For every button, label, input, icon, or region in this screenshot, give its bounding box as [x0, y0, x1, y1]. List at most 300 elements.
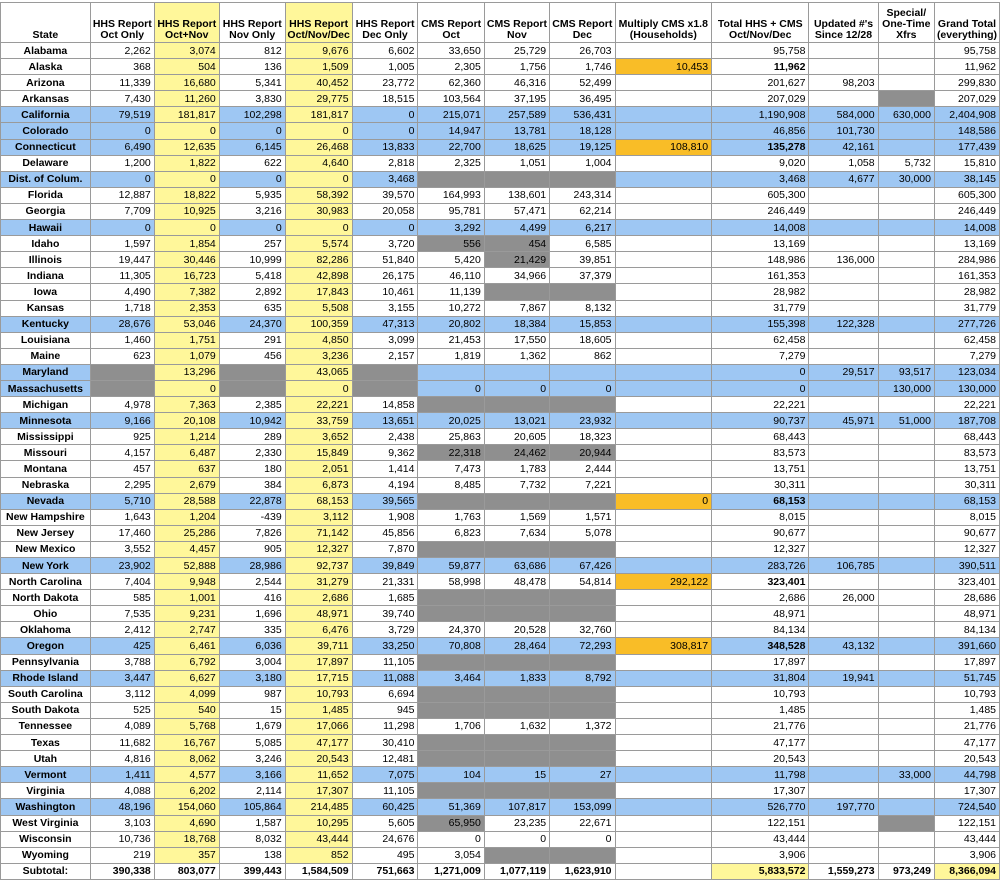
data-cell[interactable] — [418, 590, 484, 606]
data-cell[interactable] — [878, 268, 934, 284]
data-cell[interactable]: 526,770 — [712, 799, 809, 815]
data-cell[interactable]: 39,565 — [352, 493, 418, 509]
data-cell[interactable]: 43,444 — [712, 831, 809, 847]
data-cell[interactable] — [878, 252, 934, 268]
data-cell[interactable]: 1,079 — [154, 348, 219, 364]
state-cell[interactable]: Hawaii — [1, 220, 91, 236]
data-cell[interactable]: 291 — [219, 332, 285, 348]
data-cell[interactable]: 2,157 — [352, 348, 418, 364]
data-cell[interactable]: 84,134 — [712, 622, 809, 638]
data-cell[interactable]: 19,941 — [809, 670, 878, 686]
data-cell[interactable] — [418, 171, 484, 187]
data-cell[interactable] — [809, 220, 878, 236]
data-cell[interactable]: 20,543 — [285, 751, 352, 767]
data-cell[interactable]: 8,132 — [550, 300, 615, 316]
state-cell[interactable]: Oklahoma — [1, 622, 91, 638]
data-cell[interactable] — [809, 831, 878, 847]
data-cell[interactable]: 3,054 — [418, 847, 484, 863]
data-cell[interactable]: 18,822 — [154, 187, 219, 203]
data-cell[interactable]: 1,679 — [219, 718, 285, 734]
data-cell[interactable]: 7,473 — [418, 461, 484, 477]
data-cell[interactable]: 21,776 — [934, 718, 999, 734]
data-cell[interactable]: 637 — [154, 461, 219, 477]
data-cell[interactable]: 28,676 — [90, 316, 154, 332]
data-cell[interactable] — [809, 541, 878, 557]
data-cell[interactable] — [809, 461, 878, 477]
data-cell[interactable]: 3,112 — [90, 686, 154, 702]
subtotal-cell[interactable]: 1,623,910 — [550, 863, 615, 879]
state-cell[interactable]: Louisiana — [1, 332, 91, 348]
data-cell[interactable] — [878, 236, 934, 252]
data-cell[interactable]: 48,971 — [285, 606, 352, 622]
data-cell[interactable]: 52,888 — [154, 558, 219, 574]
data-cell[interactable] — [615, 783, 712, 799]
data-cell[interactable]: 177,439 — [934, 139, 999, 155]
data-cell[interactable] — [615, 187, 712, 203]
header-cell[interactable]: Multiply CMS x1.8 (Households) — [615, 3, 712, 43]
data-cell[interactable]: 4,457 — [154, 541, 219, 557]
data-cell[interactable]: 20,802 — [418, 316, 484, 332]
data-cell[interactable]: 0 — [615, 493, 712, 509]
data-cell[interactable]: 584,000 — [809, 107, 878, 123]
data-cell[interactable]: 2,438 — [352, 429, 418, 445]
data-cell[interactable]: 8,062 — [154, 751, 219, 767]
data-cell[interactable]: 0 — [90, 171, 154, 187]
data-cell[interactable]: 0 — [90, 123, 154, 139]
data-cell[interactable]: 0 — [219, 220, 285, 236]
data-cell[interactable]: 2,412 — [90, 622, 154, 638]
data-cell[interactable]: 20,944 — [550, 445, 615, 461]
data-cell[interactable] — [809, 203, 878, 219]
data-cell[interactable] — [878, 783, 934, 799]
data-cell[interactable]: 3,180 — [219, 670, 285, 686]
data-cell[interactable]: 22,221 — [934, 397, 999, 413]
data-cell[interactable] — [878, 590, 934, 606]
data-cell[interactable]: 95,758 — [934, 43, 999, 59]
data-cell[interactable]: 11,682 — [90, 735, 154, 751]
data-cell[interactable]: 72,293 — [550, 638, 615, 654]
data-cell[interactable]: 862 — [550, 348, 615, 364]
data-cell[interactable] — [418, 751, 484, 767]
data-cell[interactable] — [809, 686, 878, 702]
data-cell[interactable] — [615, 847, 712, 863]
data-cell[interactable]: 2,747 — [154, 622, 219, 638]
data-cell[interactable]: 180 — [219, 461, 285, 477]
data-cell[interactable]: 0 — [352, 123, 418, 139]
data-cell[interactable]: 10,461 — [352, 284, 418, 300]
data-cell[interactable]: 289 — [219, 429, 285, 445]
data-cell[interactable]: 25,729 — [484, 43, 549, 59]
data-cell[interactable]: 283,726 — [712, 558, 809, 574]
subtotal-cell[interactable]: 1,271,009 — [418, 863, 484, 879]
data-cell[interactable]: 10,925 — [154, 203, 219, 219]
data-cell[interactable] — [418, 686, 484, 702]
data-cell[interactable] — [550, 735, 615, 751]
data-cell[interactable]: 13,751 — [712, 461, 809, 477]
data-cell[interactable] — [418, 654, 484, 670]
data-cell[interactable] — [878, 397, 934, 413]
data-cell[interactable] — [484, 606, 549, 622]
data-cell[interactable] — [809, 43, 878, 59]
data-cell[interactable]: 22,671 — [550, 815, 615, 831]
data-cell[interactable]: 23,772 — [352, 75, 418, 91]
data-cell[interactable]: 219 — [90, 847, 154, 863]
data-cell[interactable]: 13,021 — [484, 413, 549, 429]
data-cell[interactable]: 37,379 — [550, 268, 615, 284]
data-cell[interactable] — [878, 686, 934, 702]
data-cell[interactable]: 83,573 — [712, 445, 809, 461]
header-cell[interactable]: Total HHS + CMS Oct/Nov/Dec — [712, 3, 809, 43]
state-cell[interactable]: Kansas — [1, 300, 91, 316]
data-cell[interactable]: 7,221 — [550, 477, 615, 493]
state-cell[interactable]: Virginia — [1, 783, 91, 799]
data-cell[interactable]: 51,369 — [418, 799, 484, 815]
data-cell[interactable] — [484, 783, 549, 799]
data-cell[interactable]: 384 — [219, 477, 285, 493]
data-cell[interactable]: 10,295 — [285, 815, 352, 831]
data-cell[interactable]: 1,005 — [352, 59, 418, 75]
data-cell[interactable]: 46,110 — [418, 268, 484, 284]
data-cell[interactable]: 24,462 — [484, 445, 549, 461]
data-cell[interactable]: 1,632 — [484, 718, 549, 734]
data-cell[interactable] — [615, 397, 712, 413]
data-cell[interactable]: 1,746 — [550, 59, 615, 75]
data-cell[interactable] — [219, 380, 285, 396]
data-cell[interactable]: 18,515 — [352, 91, 418, 107]
data-cell[interactable] — [878, 429, 934, 445]
data-cell[interactable]: 20,025 — [418, 413, 484, 429]
data-cell[interactable]: 11,088 — [352, 670, 418, 686]
data-cell[interactable]: 724,540 — [934, 799, 999, 815]
data-cell[interactable]: 7,382 — [154, 284, 219, 300]
data-cell[interactable]: 6,694 — [352, 686, 418, 702]
data-cell[interactable]: 5,085 — [219, 735, 285, 751]
data-cell[interactable]: 20,058 — [352, 203, 418, 219]
data-cell[interactable] — [615, 541, 712, 557]
data-cell[interactable]: 1,485 — [934, 702, 999, 718]
data-cell[interactable]: 57,471 — [484, 203, 549, 219]
data-cell[interactable]: 4,157 — [90, 445, 154, 461]
data-cell[interactable] — [615, 815, 712, 831]
data-cell[interactable]: 0 — [352, 107, 418, 123]
data-cell[interactable]: 48,196 — [90, 799, 154, 815]
data-cell[interactable]: 26,703 — [550, 43, 615, 59]
data-cell[interactable] — [484, 735, 549, 751]
data-cell[interactable]: 0 — [285, 220, 352, 236]
data-cell[interactable]: 130,000 — [878, 380, 934, 396]
state-cell[interactable]: California — [1, 107, 91, 123]
data-cell[interactable]: 28,686 — [934, 590, 999, 606]
data-cell[interactable] — [418, 541, 484, 557]
data-cell[interactable] — [615, 123, 712, 139]
header-cell[interactable]: HHS Report Oct Only — [90, 3, 154, 43]
data-cell[interactable]: 23,932 — [550, 413, 615, 429]
data-cell[interactable]: 454 — [484, 236, 549, 252]
data-cell[interactable]: 39,711 — [285, 638, 352, 654]
data-cell[interactable]: 6,036 — [219, 638, 285, 654]
data-cell[interactable] — [878, 123, 934, 139]
data-cell[interactable] — [878, 654, 934, 670]
data-cell[interactable]: 43,132 — [809, 638, 878, 654]
data-cell[interactable] — [550, 284, 615, 300]
data-cell[interactable]: 0 — [550, 380, 615, 396]
data-cell[interactable]: 2,686 — [285, 590, 352, 606]
data-cell[interactable]: 3,112 — [285, 509, 352, 525]
data-cell[interactable]: 1,833 — [484, 670, 549, 686]
data-cell[interactable]: 292,122 — [615, 574, 712, 590]
data-cell[interactable]: 2,305 — [418, 59, 484, 75]
subtotal-cell[interactable]: 8,366,094 — [934, 863, 999, 879]
data-cell[interactable]: 9,166 — [90, 413, 154, 429]
data-cell[interactable]: -439 — [219, 509, 285, 525]
data-cell[interactable]: 90,677 — [712, 525, 809, 541]
data-cell[interactable] — [219, 364, 285, 380]
data-cell[interactable] — [352, 380, 418, 396]
data-cell[interactable]: 7,709 — [90, 203, 154, 219]
data-cell[interactable]: 6,823 — [418, 525, 484, 541]
header-cell[interactable]: Updated #'s Since 12/28 — [809, 3, 878, 43]
data-cell[interactable]: 10,942 — [219, 413, 285, 429]
header-cell[interactable]: HHS Report Oct/Nov/Dec — [285, 3, 352, 43]
data-cell[interactable] — [615, 509, 712, 525]
data-cell[interactable]: 0 — [154, 380, 219, 396]
data-cell[interactable]: 100,359 — [285, 316, 352, 332]
data-cell[interactable]: 31,779 — [934, 300, 999, 316]
state-cell[interactable]: Alabama — [1, 43, 91, 59]
data-cell[interactable] — [878, 43, 934, 59]
data-cell[interactable]: 26,000 — [809, 590, 878, 606]
data-cell[interactable]: 4,978 — [90, 397, 154, 413]
data-cell[interactable]: 155,398 — [712, 316, 809, 332]
data-cell[interactable]: 17,066 — [285, 718, 352, 734]
data-cell[interactable] — [484, 397, 549, 413]
data-cell[interactable] — [615, 558, 712, 574]
data-cell[interactable]: 5,710 — [90, 493, 154, 509]
data-cell[interactable] — [550, 686, 615, 702]
data-cell[interactable]: 3,729 — [352, 622, 418, 638]
data-cell[interactable]: 3,103 — [90, 815, 154, 831]
data-cell[interactable] — [878, 75, 934, 91]
data-cell[interactable] — [352, 364, 418, 380]
data-cell[interactable] — [809, 751, 878, 767]
data-cell[interactable]: 1,783 — [484, 461, 549, 477]
data-cell[interactable]: 6,487 — [154, 445, 219, 461]
data-cell[interactable]: 28,986 — [219, 558, 285, 574]
data-cell[interactable] — [809, 525, 878, 541]
data-cell[interactable]: 0 — [712, 380, 809, 396]
data-cell[interactable]: 27 — [550, 767, 615, 783]
data-cell[interactable] — [615, 477, 712, 493]
data-cell[interactable]: 23,902 — [90, 558, 154, 574]
data-cell[interactable]: 12,327 — [934, 541, 999, 557]
data-cell[interactable]: 28,464 — [484, 638, 549, 654]
data-cell[interactable]: 30,000 — [878, 171, 934, 187]
data-cell[interactable]: 284,986 — [934, 252, 999, 268]
data-cell[interactable] — [550, 171, 615, 187]
data-cell[interactable]: 2,353 — [154, 300, 219, 316]
data-cell[interactable] — [615, 91, 712, 107]
data-cell[interactable]: 201,627 — [712, 75, 809, 91]
data-cell[interactable] — [809, 622, 878, 638]
data-cell[interactable] — [615, 316, 712, 332]
data-cell[interactable]: 3,906 — [934, 847, 999, 863]
data-cell[interactable] — [809, 493, 878, 509]
data-cell[interactable]: 34,966 — [484, 268, 549, 284]
data-cell[interactable]: 536,431 — [550, 107, 615, 123]
data-cell[interactable] — [878, 493, 934, 509]
data-cell[interactable]: 2,051 — [285, 461, 352, 477]
state-cell[interactable]: Delaware — [1, 155, 91, 171]
data-cell[interactable]: 3,830 — [219, 91, 285, 107]
data-cell[interactable] — [615, 445, 712, 461]
data-cell[interactable] — [878, 139, 934, 155]
data-cell[interactable]: 11,652 — [285, 767, 352, 783]
data-cell[interactable]: 26,175 — [352, 268, 418, 284]
data-cell[interactable]: 68,443 — [934, 429, 999, 445]
state-cell[interactable]: Massachusetts — [1, 380, 91, 396]
data-cell[interactable]: 15,810 — [934, 155, 999, 171]
state-cell[interactable]: Maryland — [1, 364, 91, 380]
data-cell[interactable]: 2,295 — [90, 477, 154, 493]
data-cell[interactable]: 5,341 — [219, 75, 285, 91]
data-cell[interactable] — [484, 702, 549, 718]
state-cell[interactable]: Mississippi — [1, 429, 91, 445]
data-cell[interactable]: 1,485 — [712, 702, 809, 718]
data-cell[interactable] — [615, 461, 712, 477]
data-cell[interactable]: 33,250 — [352, 638, 418, 654]
state-cell[interactable]: Utah — [1, 751, 91, 767]
data-cell[interactable]: 1,908 — [352, 509, 418, 525]
data-cell[interactable] — [809, 300, 878, 316]
data-cell[interactable]: 11,139 — [418, 284, 484, 300]
data-cell[interactable]: 1,200 — [90, 155, 154, 171]
data-cell[interactable] — [615, 252, 712, 268]
data-cell[interactable] — [809, 380, 878, 396]
data-cell[interactable]: 197,770 — [809, 799, 878, 815]
data-cell[interactable]: 12,327 — [712, 541, 809, 557]
data-cell[interactable]: 207,029 — [934, 91, 999, 107]
data-cell[interactable]: 1,756 — [484, 59, 549, 75]
data-cell[interactable]: 25,863 — [418, 429, 484, 445]
data-cell[interactable]: 5,078 — [550, 525, 615, 541]
data-cell[interactable]: 123,034 — [934, 364, 999, 380]
state-cell[interactable]: Tennessee — [1, 718, 91, 734]
data-cell[interactable]: 22,878 — [219, 493, 285, 509]
data-cell[interactable] — [418, 735, 484, 751]
data-cell[interactable]: 0 — [219, 171, 285, 187]
data-cell[interactable]: 4,089 — [90, 718, 154, 734]
data-cell[interactable]: 3,216 — [219, 203, 285, 219]
data-cell[interactable] — [615, 171, 712, 187]
data-cell[interactable] — [809, 783, 878, 799]
data-cell[interactable]: 357 — [154, 847, 219, 863]
data-cell[interactable] — [90, 380, 154, 396]
data-cell[interactable]: 17,897 — [934, 654, 999, 670]
data-cell[interactable]: 6,476 — [285, 622, 352, 638]
data-cell[interactable]: 3,468 — [712, 171, 809, 187]
data-cell[interactable]: 7,279 — [934, 348, 999, 364]
data-cell[interactable]: 5,420 — [418, 252, 484, 268]
data-cell[interactable] — [615, 348, 712, 364]
state-cell[interactable]: Minnesota — [1, 413, 91, 429]
data-cell[interactable]: 1,051 — [484, 155, 549, 171]
data-cell[interactable]: 53,046 — [154, 316, 219, 332]
data-cell[interactable]: 19,125 — [550, 139, 615, 155]
data-cell[interactable] — [550, 783, 615, 799]
data-cell[interactable]: 47,177 — [285, 735, 352, 751]
state-cell[interactable]: Missouri — [1, 445, 91, 461]
data-cell[interactable]: 59,877 — [418, 558, 484, 574]
data-cell[interactable]: 6,490 — [90, 139, 154, 155]
data-cell[interactable]: 45,856 — [352, 525, 418, 541]
data-cell[interactable]: 102,298 — [219, 107, 285, 123]
data-cell[interactable]: 4,194 — [352, 477, 418, 493]
state-cell[interactable]: Connecticut — [1, 139, 91, 155]
data-cell[interactable]: 103,564 — [418, 91, 484, 107]
data-cell[interactable]: 20,543 — [934, 751, 999, 767]
data-cell[interactable]: 58,392 — [285, 187, 352, 203]
data-cell[interactable]: 18,605 — [550, 332, 615, 348]
data-cell[interactable] — [809, 397, 878, 413]
data-cell[interactable] — [484, 847, 549, 863]
data-cell[interactable] — [615, 525, 712, 541]
data-cell[interactable]: 138,601 — [484, 187, 549, 203]
data-cell[interactable]: 28,982 — [712, 284, 809, 300]
header-cell[interactable]: State — [1, 3, 91, 43]
data-cell[interactable]: 18,128 — [550, 123, 615, 139]
data-cell[interactable] — [809, 606, 878, 622]
data-cell[interactable]: 3,074 — [154, 43, 219, 59]
data-cell[interactable]: 1,822 — [154, 155, 219, 171]
data-cell[interactable]: 7,075 — [352, 767, 418, 783]
data-cell[interactable]: 30,311 — [712, 477, 809, 493]
data-cell[interactable]: 1,001 — [154, 590, 219, 606]
data-cell[interactable]: 0 — [418, 831, 484, 847]
data-cell[interactable]: 98,203 — [809, 75, 878, 91]
data-cell[interactable]: 11,962 — [712, 59, 809, 75]
data-cell[interactable] — [615, 300, 712, 316]
data-cell[interactable]: 24,370 — [418, 622, 484, 638]
data-cell[interactable]: 9,362 — [352, 445, 418, 461]
data-cell[interactable]: 62,214 — [550, 203, 615, 219]
data-cell[interactable]: 20,543 — [712, 751, 809, 767]
data-cell[interactable]: 101,730 — [809, 123, 878, 139]
data-cell[interactable]: 71,142 — [285, 525, 352, 541]
data-cell[interactable] — [615, 654, 712, 670]
data-cell[interactable] — [615, 220, 712, 236]
data-cell[interactable]: 5,768 — [154, 718, 219, 734]
data-cell[interactable] — [615, 380, 712, 396]
data-cell[interactable]: 22,221 — [285, 397, 352, 413]
data-cell[interactable] — [615, 268, 712, 284]
state-cell[interactable]: Arkansas — [1, 91, 91, 107]
data-cell[interactable]: 3,236 — [285, 348, 352, 364]
data-cell[interactable]: 17,550 — [484, 332, 549, 348]
data-cell[interactable] — [878, 799, 934, 815]
data-cell[interactable]: 43,065 — [285, 364, 352, 380]
data-cell[interactable] — [615, 429, 712, 445]
data-cell[interactable]: 161,353 — [712, 268, 809, 284]
data-cell[interactable]: 148,586 — [934, 123, 999, 139]
data-cell[interactable]: 7,404 — [90, 574, 154, 590]
data-cell[interactable]: 39,740 — [352, 606, 418, 622]
data-cell[interactable]: 3,652 — [285, 429, 352, 445]
data-cell[interactable] — [615, 43, 712, 59]
data-cell[interactable]: 82,286 — [285, 252, 352, 268]
data-cell[interactable] — [550, 847, 615, 863]
data-cell[interactable] — [550, 364, 615, 380]
data-cell[interactable]: 31,279 — [285, 574, 352, 590]
